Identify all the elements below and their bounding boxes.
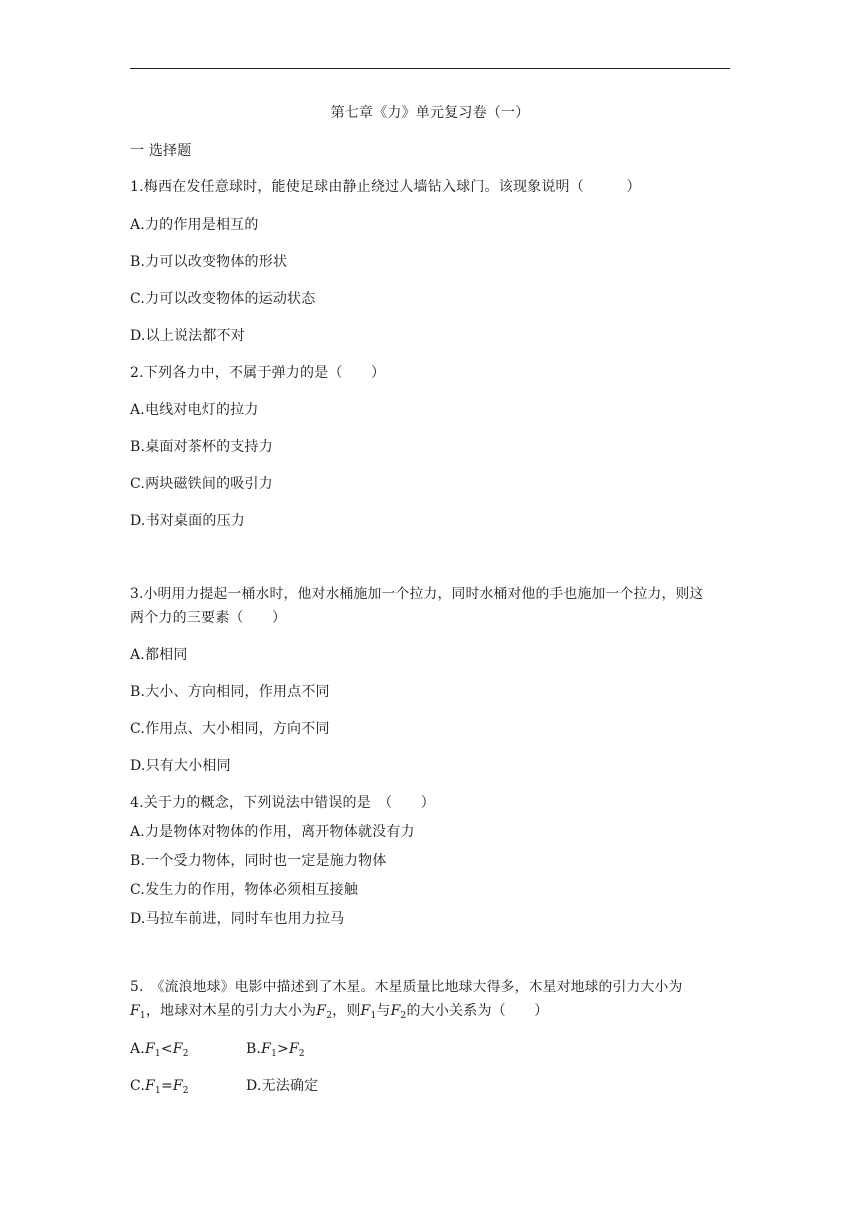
q5-stem-line2: $F_1$，地球对木星的引力大小为$F_2$，则$F_1$与$F_2$的大小关系为（ ）: [130, 1003, 549, 1021]
q3-option-d: D.只有大小相同: [130, 758, 231, 774]
q3-option-c: C.作用点、大小相同，方向不同: [130, 721, 330, 737]
q4-stem: 4.关于力的概念，下列说法中错误的是 （ ）: [130, 795, 435, 811]
q3-option-a: A.都相同: [130, 647, 188, 663]
q2-stem: 2.下列各力中，不属于弹力的是（ ）: [130, 365, 386, 381]
q1-option-c: C.力可以改变物体的运动状态: [130, 291, 316, 307]
q4-option-d: D.马拉车前进，同时车也用力拉马: [130, 911, 345, 927]
q4-option-c: C.发生力的作用，物体必须相互接触: [130, 882, 359, 898]
q1-option-d: D.以上说法都不对: [130, 328, 245, 344]
q1-option-a: A.力的作用是相互的: [130, 217, 259, 233]
q5-option-a: $A.F_1<F_2$: [130, 1041, 189, 1059]
q2-option-c: C.两块磁铁间的吸引力: [130, 476, 273, 492]
q1-stem: 1.梅西在发任意球时，能使足球由静止绕过人墙钻入球门。该现象说明（ ）: [130, 179, 641, 195]
section-heading: 一 选择题: [130, 143, 192, 159]
page-title: 第七章《力》单元复习卷（一）: [330, 105, 530, 121]
q4-option-b: B.一个受力物体，同时也一定是施力物体: [130, 853, 387, 869]
q5-option-b: $B.F_1>F_2$: [246, 1041, 305, 1059]
q2-option-d: D.书对桌面的压力: [130, 513, 245, 529]
q2-option-a: A.电线对电灯的拉力: [130, 402, 259, 418]
q3-option-b: B.大小、方向相同，作用点不同: [130, 684, 330, 700]
header-rule: [130, 68, 730, 69]
q3-stem-line2: 两个力的三要素（ ）: [130, 610, 287, 626]
q5-option-d: D.无法确定: [246, 1078, 319, 1094]
q5-stem-line1: 5. 《流浪地球》电影中描述到了木星。木星质量比地球大得多，木星对地球的引力大小为: [130, 979, 683, 995]
q5-option-c: $C.F_1=F_2$: [130, 1078, 189, 1096]
q2-option-b: B.桌面对茶杯的支持力: [130, 439, 273, 455]
q1-option-b: B.力可以改变物体的形状: [130, 254, 288, 270]
q4-option-a: A.力是物体对物体的作用，离开物体就没有力: [130, 824, 415, 840]
q3-stem-line1: 3.小明用力提起一桶水时，他对水桶施加一个拉力，同时水桶对他的手也施加一个拉力，则这: [130, 586, 704, 602]
